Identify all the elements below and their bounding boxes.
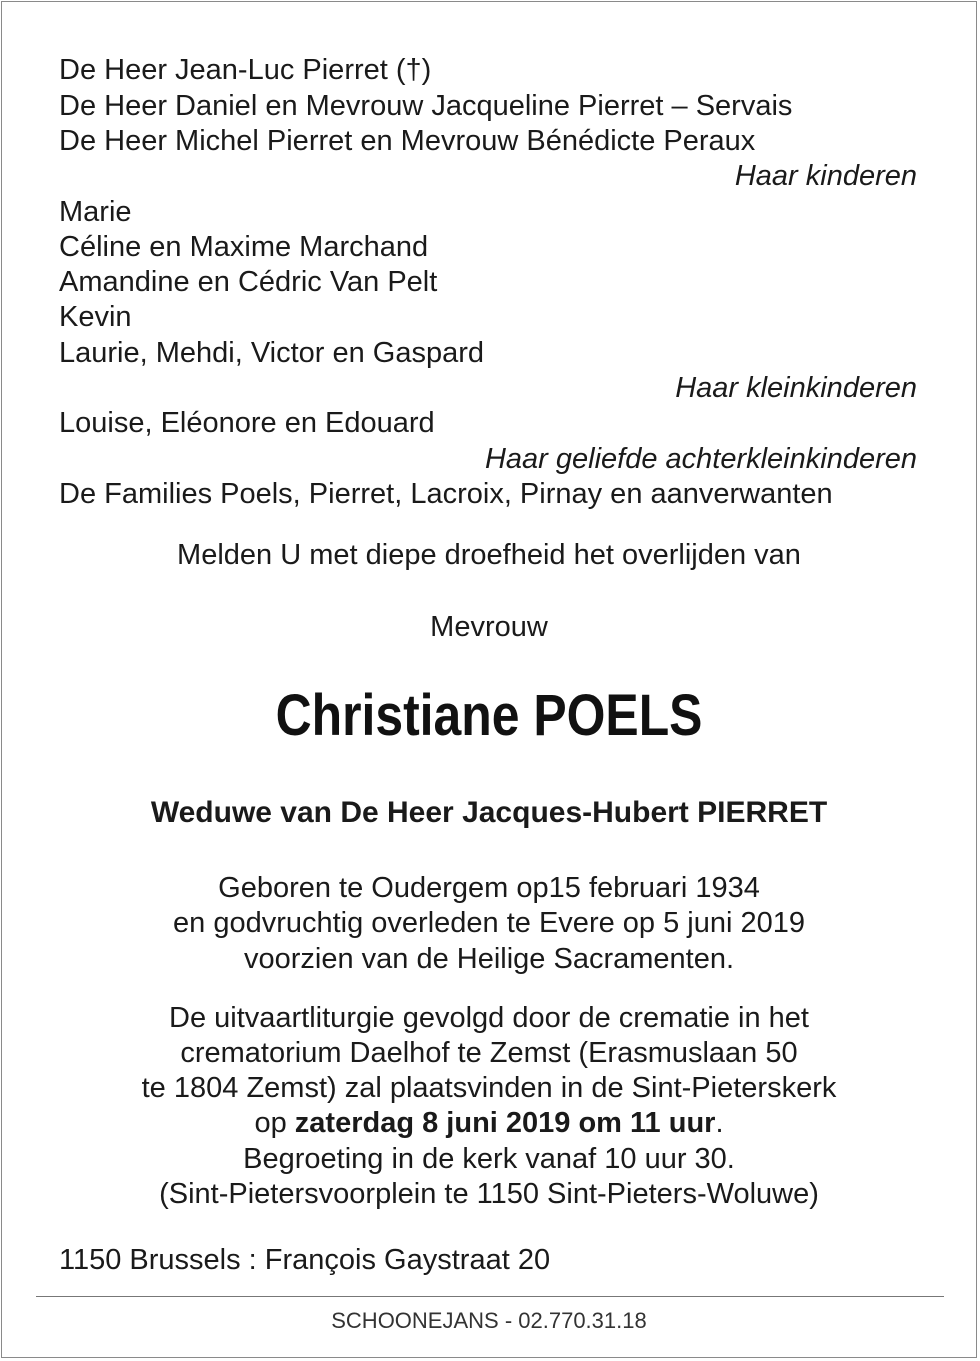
widow-of-text: Weduwe van De Heer Jacques-Hubert PIERRET <box>150 796 828 829</box>
grandchild-line: Marie <box>59 196 132 228</box>
grandchild-line: Kevin <box>59 301 132 333</box>
funeral-date-prefix: op <box>254 1107 295 1139</box>
grandchild-line: Amandine en Cédric Van Pelt <box>59 266 438 298</box>
child-line: De Heer Daniel en Mevrouw Jacqueline Pierret – Servais <box>59 90 793 122</box>
funeral-line: Begroeting in de kerk vanaf 10 uur 30. <box>243 1143 735 1175</box>
funeral-line: (Sint-Pietersvoorplein te 1150 Sint-Pieters-Woluwe) <box>159 1178 819 1210</box>
funeral-line: crematorium Daelhof te Zemst (Erasmuslaan 50 <box>180 1037 798 1069</box>
deceased-name: Christiane POELS <box>275 683 703 748</box>
child-line: De Heer Jean-Luc Pierret (†) <box>59 54 432 86</box>
salutation-text: Mevrouw <box>430 611 548 643</box>
funeral-date-suffix: . <box>715 1107 724 1139</box>
children-caption: Haar kinderen <box>734 160 917 192</box>
child-line: De Heer Michel Pierret en Mevrouw Bénédicte Peraux <box>59 125 756 157</box>
address-line: 1150 Brussels : François Gaystraat 20 <box>59 1244 551 1276</box>
funeral-line: De uitvaartliturgie gevolgd door de crematie in het <box>169 1002 809 1034</box>
grandchild-line: Céline en Maxime Marchand <box>59 231 429 263</box>
grandchild-line: Laurie, Mehdi, Victor en Gaspard <box>59 337 485 369</box>
footer-divider <box>36 1296 944 1297</box>
announcement-text: Melden U met diepe droefheid het overlijden van <box>177 539 801 571</box>
great-grandchild-line: Louise, Eléonore en Edouard <box>59 407 435 439</box>
birth-death-line: en godvruchtig overleden te Evere op 5 juni 2019 <box>173 907 805 939</box>
grandchildren-caption: Haar kleinkinderen <box>675 372 917 404</box>
footer-text: SCHOONEJANS - 02.770.31.18 <box>331 1308 647 1333</box>
birth-death-line: voorzien van de Heilige Sacramenten. <box>243 943 735 975</box>
families-line: De Families Poels, Pierret, Lacroix, Pirnay en aanverwanten <box>59 478 833 510</box>
funeral-line: te 1804 Zemst) zal plaatsvinden in de Sint-Pieterskerk <box>141 1072 837 1104</box>
birth-death-line: Geboren te Oudergem op15 februari 1934 <box>218 872 760 904</box>
funeral-date-bold: zaterdag 8 juni 2019 om 11 uur <box>294 1107 716 1139</box>
funeral-date-line <box>0 1106 978 1141</box>
great-grandchildren-caption: Haar geliefde achterkleinkinderen <box>484 443 917 475</box>
